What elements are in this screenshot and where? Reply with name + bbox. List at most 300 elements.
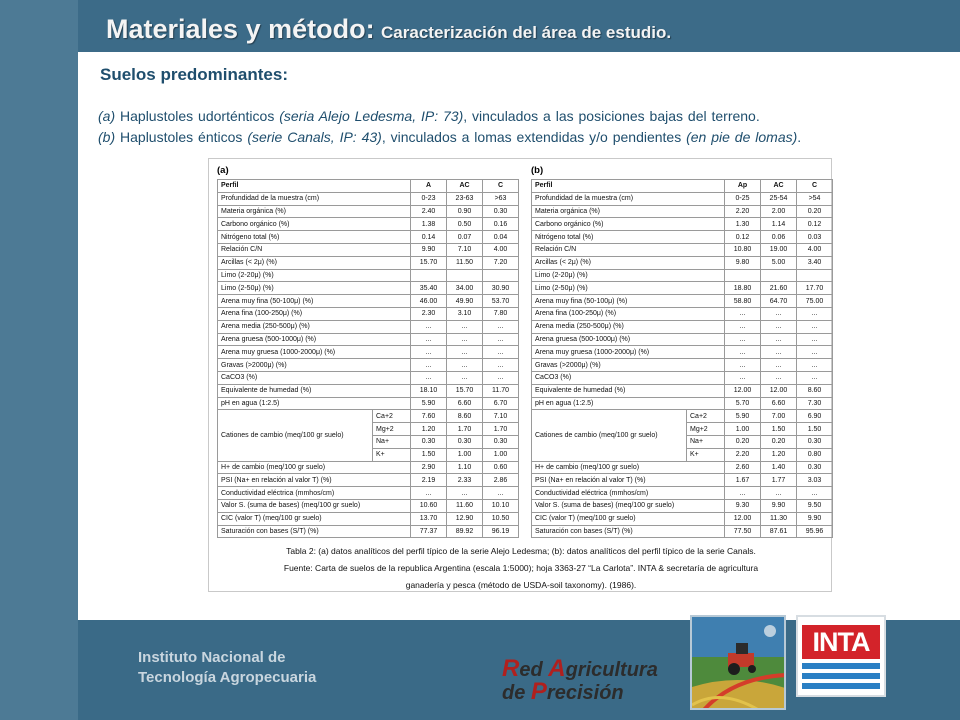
row-label: Valor S. (suma de bases) (meq/100 gr suelo) (218, 499, 411, 512)
value-cell: 12.90 (447, 512, 483, 525)
value-cell: 77.37 (411, 525, 447, 538)
table-row (218, 397, 519, 410)
description-b-end: . (797, 129, 802, 145)
value-cell: 30.90 (483, 282, 519, 295)
value-cell: ... (725, 346, 761, 359)
description-b-text: Haplustoles énticos (115, 129, 248, 145)
value-cell: ... (447, 359, 483, 372)
table-row (532, 205, 833, 218)
value-cell: 46.00 (411, 295, 447, 308)
value-cell: 7.20 (483, 256, 519, 269)
slide-title (106, 14, 671, 45)
value-cell: 9.80 (725, 256, 761, 269)
value-cell: ... (447, 371, 483, 384)
value-cell (725, 269, 761, 282)
value-cell: ... (797, 359, 833, 372)
row-label: CaCO3 (%) (532, 371, 725, 384)
caption-line-1: Tabla 2: (a) datos analíticos del perfil típico de la serie Alejo Ledesma; (b): datos analíticos del perfil típico de la serie Canals. (286, 546, 756, 556)
table-row (218, 205, 519, 218)
value-cell: >54 (797, 192, 833, 205)
table-row (532, 346, 833, 359)
value-cell: 2.60 (725, 461, 761, 474)
table-row (532, 320, 833, 333)
description-b-position: (en pie de lomas) (686, 129, 798, 145)
value-cell: 95.96 (797, 525, 833, 538)
header-cell: C (797, 180, 833, 193)
table-row (218, 218, 519, 231)
row-label: Gravas (>2000μ) (%) (218, 359, 411, 372)
row-label: Arcillas (< 2μ) (%) (532, 256, 725, 269)
value-cell: 0.20 (725, 435, 761, 448)
value-cell: ... (725, 359, 761, 372)
value-cell: 10.60 (411, 499, 447, 512)
value-cell: 34.00 (447, 282, 483, 295)
inta-logo (796, 615, 886, 697)
value-cell: 1.50 (411, 448, 447, 461)
row-label: Limo (2-20μ) (%) (218, 269, 411, 282)
table-row (218, 243, 519, 256)
row-label: Nitrógeno total (%) (218, 231, 411, 244)
tractor-field-photo (690, 615, 786, 710)
table-row (218, 333, 519, 346)
value-cell: ... (411, 359, 447, 372)
value-cell: 2.00 (761, 205, 797, 218)
row-label: Profundidad de la muestra (cm) (532, 192, 725, 205)
value-cell: 1.77 (761, 474, 797, 487)
row-label: Limo (2-50μ) (%) (532, 282, 725, 295)
value-cell: 18.10 (411, 384, 447, 397)
cations-label: Cationes de cambio (meq/100 gr suelo) (218, 410, 373, 461)
value-cell: 0.50 (447, 218, 483, 231)
value-cell: 0.20 (797, 205, 833, 218)
inta-flag-stripes-icon (798, 661, 884, 697)
value-cell: 11.50 (447, 256, 483, 269)
value-cell: 9.90 (797, 512, 833, 525)
value-cell: 1.50 (761, 423, 797, 436)
value-cell: 7.80 (483, 307, 519, 320)
value-cell (447, 269, 483, 282)
table-row (218, 282, 519, 295)
value-cell: 7.10 (447, 243, 483, 256)
value-cell: 1.00 (725, 423, 761, 436)
table-row (218, 371, 519, 384)
value-cell: ... (797, 333, 833, 346)
rap-letter-r: R (502, 655, 520, 682)
row-label: Profundidad de la muestra (cm) (218, 192, 411, 205)
value-cell: 0.30 (483, 435, 519, 448)
table-row (218, 384, 519, 397)
value-cell: 6.70 (483, 397, 519, 410)
value-cell: ... (411, 333, 447, 346)
value-cell: ... (483, 333, 519, 346)
value-cell: 0.20 (761, 435, 797, 448)
table-row (532, 512, 833, 525)
table-a-label: (a) (217, 165, 229, 176)
value-cell: 0.12 (797, 218, 833, 231)
value-cell: ... (797, 487, 833, 500)
table-row (218, 346, 519, 359)
value-cell: 11.60 (447, 499, 483, 512)
value-cell: 9.50 (797, 499, 833, 512)
header-cell: C (483, 180, 519, 193)
value-cell: 35.40 (411, 282, 447, 295)
value-cell: 0.04 (483, 231, 519, 244)
value-cell: 87.61 (761, 525, 797, 538)
row-label: pH en agua (1:2.5) (532, 397, 725, 410)
row-label: PSI (Na+ en relación al valor T) (%) (532, 474, 725, 487)
table-row (532, 333, 833, 346)
value-cell: 2.20 (725, 448, 761, 461)
row-label: CIC (valor T) (meq/100 gr suelo) (218, 512, 411, 525)
value-cell: ... (725, 333, 761, 346)
value-cell: 3.10 (447, 307, 483, 320)
value-cell: 0.30 (447, 435, 483, 448)
value-cell: 4.00 (483, 243, 519, 256)
value-cell: 9.90 (411, 243, 447, 256)
table-row (532, 218, 833, 231)
value-cell: ... (725, 487, 761, 500)
table-b-label: (b) (531, 165, 544, 176)
value-cell: 1.50 (797, 423, 833, 436)
rap-word-recision: recisión (546, 682, 624, 704)
value-cell: ... (411, 487, 447, 500)
value-cell: ... (761, 371, 797, 384)
value-cell: 2.20 (725, 205, 761, 218)
value-cell: >63 (483, 192, 519, 205)
value-cell: 0.30 (797, 461, 833, 474)
institute-name-line-1: Instituto Nacional de (138, 649, 286, 666)
row-label: H+ de cambio (meq/100 gr suelo) (532, 461, 725, 474)
value-cell: 2.86 (483, 474, 519, 487)
value-cell: 1.40 (761, 461, 797, 474)
row-label: Arena fina (100-250μ) (%) (218, 307, 411, 320)
value-cell: ... (483, 346, 519, 359)
value-cell: 96.19 (483, 525, 519, 538)
cation-row (218, 410, 519, 423)
row-label: Carbono orgánico (%) (218, 218, 411, 231)
value-cell (797, 269, 833, 282)
institute-name (138, 648, 316, 688)
value-cell: 53.70 (483, 295, 519, 308)
cation-name: Ca+2 (373, 410, 411, 423)
table-a-container (217, 163, 519, 538)
value-cell: 1.00 (447, 448, 483, 461)
value-cell: 5.90 (411, 397, 447, 410)
value-cell: 6.60 (761, 397, 797, 410)
table-row (218, 499, 519, 512)
row-label: Arena muy fina (50-100μ) (%) (532, 295, 725, 308)
value-cell: 6.60 (447, 397, 483, 410)
value-cell: 7.60 (411, 410, 447, 423)
row-label: CaCO3 (%) (218, 371, 411, 384)
cation-name: Mg+2 (373, 423, 411, 436)
table-row (532, 525, 833, 538)
value-cell: 77.50 (725, 525, 761, 538)
description-b (98, 129, 801, 145)
row-label: CIC (valor T) (meq/100 gr suelo) (532, 512, 725, 525)
table-row (218, 474, 519, 487)
value-cell: 0.14 (411, 231, 447, 244)
value-cell: ... (411, 320, 447, 333)
description-a-series: (seria Alejo Ledesma, IP: 73) (279, 108, 464, 124)
value-cell: ... (411, 346, 447, 359)
value-cell: 0.30 (797, 435, 833, 448)
table-row (218, 269, 519, 282)
header-cell: A (411, 180, 447, 193)
row-label: Arcillas (< 2μ) (%) (218, 256, 411, 269)
table-row (218, 295, 519, 308)
value-cell: 2.30 (411, 307, 447, 320)
description-a (98, 108, 760, 124)
header-cell: AC (761, 180, 797, 193)
row-label: Conductividad eléctrica (mmhos/cm) (532, 487, 725, 500)
value-cell: ... (411, 371, 447, 384)
rap-word-gricultura: gricultura (565, 659, 658, 681)
value-cell: ... (725, 307, 761, 320)
value-cell: 89.92 (447, 525, 483, 538)
slide-title-subtitle: Caracterización del área de estudio. (381, 23, 672, 42)
header-cell: AC (447, 180, 483, 193)
row-label: Valor S. (suma de bases) (meq/100 gr suelo) (532, 499, 725, 512)
table-caption (209, 543, 833, 594)
caption-line-2: Fuente: Carta de suelos de la republica Argentina (escala 1:5000); hoja 3363-27 “La Carlota”. INTA & secretaría de agricultura (283, 563, 759, 573)
value-cell: ... (483, 359, 519, 372)
cation-name: Ca+2 (687, 410, 725, 423)
table-b-container (531, 163, 833, 538)
value-cell: 17.70 (797, 282, 833, 295)
value-cell: ... (761, 333, 797, 346)
description-b-series: (serie Canals, IP: 43) (247, 129, 382, 145)
table-row (218, 461, 519, 474)
value-cell: ... (447, 346, 483, 359)
value-cell: 23-63 (447, 192, 483, 205)
row-label: Nitrógeno total (%) (532, 231, 725, 244)
value-cell: 58.80 (725, 295, 761, 308)
row-label: Carbono orgánico (%) (532, 218, 725, 231)
value-cell: 1.67 (725, 474, 761, 487)
value-cell: ... (447, 487, 483, 500)
cation-name: Na+ (373, 435, 411, 448)
value-cell: 5.00 (761, 256, 797, 269)
value-cell: 10.10 (483, 499, 519, 512)
value-cell (761, 269, 797, 282)
value-cell: 3.40 (797, 256, 833, 269)
description-b-tag: (b) (98, 129, 116, 145)
value-cell: 1.14 (761, 218, 797, 231)
row-label: Materia orgánica (%) (218, 205, 411, 218)
table-row (532, 231, 833, 244)
table-row (532, 461, 833, 474)
value-cell: 64.70 (761, 295, 797, 308)
soil-table-b (531, 179, 833, 538)
value-cell: 6.90 (797, 410, 833, 423)
row-label: Equivalente de humedad (%) (218, 384, 411, 397)
row-label: Materia orgánica (%) (532, 205, 725, 218)
row-label: Arena muy gruesa (1000-2000μ) (%) (532, 346, 725, 359)
row-label: Arena media (250-500μ) (%) (218, 320, 411, 333)
table-row (532, 487, 833, 500)
value-cell: 3.03 (797, 474, 833, 487)
table-row (532, 192, 833, 205)
value-cell: ... (447, 320, 483, 333)
value-cell: 0-25 (725, 192, 761, 205)
cation-name: Mg+2 (687, 423, 725, 436)
table-row (532, 359, 833, 372)
value-cell: ... (797, 320, 833, 333)
table-row (218, 487, 519, 500)
table-row (218, 525, 519, 538)
value-cell: ... (797, 346, 833, 359)
table-row (532, 397, 833, 410)
value-cell: 9.90 (761, 499, 797, 512)
caption-line-3: ganadería y pesca (método de USDA-soil taxonomy). (1986). (405, 580, 637, 590)
value-cell: 2.40 (411, 205, 447, 218)
table-row (218, 307, 519, 320)
value-cell: ... (761, 487, 797, 500)
table-row (218, 320, 519, 333)
value-cell: 49.90 (447, 295, 483, 308)
value-cell: 12.00 (725, 512, 761, 525)
value-cell: 5.70 (725, 397, 761, 410)
row-label: pH en agua (1:2.5) (218, 397, 411, 410)
description-b-detail: , vinculados a lomas extendidas y/o pendientes (381, 129, 687, 145)
value-cell: 0.07 (447, 231, 483, 244)
table-row (532, 256, 833, 269)
institute-name-line-2: Tecnología Agropecuaria (138, 669, 317, 686)
value-cell: 15.70 (411, 256, 447, 269)
value-cell: 8.60 (447, 410, 483, 423)
row-label: Saturación con bases (S/T) (%) (532, 525, 725, 538)
value-cell: 7.30 (797, 397, 833, 410)
row-label: Arena muy fina (50-100μ) (%) (218, 295, 411, 308)
table-row (532, 243, 833, 256)
table-row (532, 474, 833, 487)
value-cell: 13.70 (411, 512, 447, 525)
table-row (218, 512, 519, 525)
header-cell: Perfil (218, 180, 411, 193)
value-cell: 0.80 (797, 448, 833, 461)
cation-row (532, 410, 833, 423)
row-label: Gravas (>2000μ) (%) (532, 359, 725, 372)
value-cell: 1.30 (725, 218, 761, 231)
table-row (218, 192, 519, 205)
value-cell: 0.16 (483, 218, 519, 231)
value-cell: ... (447, 333, 483, 346)
table-row (532, 307, 833, 320)
table-row (218, 359, 519, 372)
table-row (218, 256, 519, 269)
row-label: Saturación con bases (S/T) (%) (218, 525, 411, 538)
value-cell: 7.10 (483, 410, 519, 423)
header-cell: Ap (725, 180, 761, 193)
soil-table-a (217, 179, 519, 538)
value-cell: 15.70 (447, 384, 483, 397)
value-cell: 12.00 (725, 384, 761, 397)
value-cell: 0.03 (797, 231, 833, 244)
value-cell: ... (483, 487, 519, 500)
value-cell: ... (797, 371, 833, 384)
rap-word-ed: ed (519, 659, 549, 681)
value-cell: 10.50 (483, 512, 519, 525)
value-cell: 0.30 (483, 205, 519, 218)
value-cell: ... (483, 371, 519, 384)
row-label: Limo (2-50μ) (%) (218, 282, 411, 295)
table-row (532, 295, 833, 308)
value-cell: 21.60 (761, 282, 797, 295)
value-cell: 8.60 (797, 384, 833, 397)
inta-logo-text: INTA (802, 625, 880, 659)
row-label: Arena muy gruesa (1000-2000μ) (%) (218, 346, 411, 359)
rap-word-de: de (502, 682, 531, 704)
row-label: Conductividad eléctrica (mmhos/cm) (218, 487, 411, 500)
value-cell: ... (725, 371, 761, 384)
cation-name: Na+ (687, 435, 725, 448)
value-cell: ... (483, 320, 519, 333)
value-cell: 2.90 (411, 461, 447, 474)
value-cell: ... (725, 320, 761, 333)
value-cell: ... (761, 359, 797, 372)
cation-name: K+ (687, 448, 725, 461)
value-cell: ... (761, 346, 797, 359)
value-cell: 1.70 (447, 423, 483, 436)
row-label: Arena fina (100-250μ) (%) (532, 307, 725, 320)
table-row (218, 231, 519, 244)
value-cell: 9.30 (725, 499, 761, 512)
section-heading: Suelos predominantes: (100, 65, 288, 84)
value-cell: 0.90 (447, 205, 483, 218)
table-row (532, 384, 833, 397)
value-cell: 1.20 (411, 423, 447, 436)
table-header-row (218, 180, 519, 193)
value-cell: 10.80 (725, 243, 761, 256)
value-cell: 18.80 (725, 282, 761, 295)
value-cell: 0.06 (761, 231, 797, 244)
value-cell: 2.33 (447, 474, 483, 487)
description-a-tag: (a) (98, 108, 116, 124)
table-row (532, 499, 833, 512)
value-cell: 5.90 (725, 410, 761, 423)
value-cell: ... (797, 307, 833, 320)
value-cell: 1.38 (411, 218, 447, 231)
value-cell: ... (761, 320, 797, 333)
value-cell: 75.00 (797, 295, 833, 308)
row-label: Relación C/N (532, 243, 725, 256)
description-a-text: Haplustoles udorténticos (115, 108, 280, 124)
table-row (532, 371, 833, 384)
tractor-field-image (692, 617, 786, 710)
value-cell: 4.00 (797, 243, 833, 256)
value-cell (483, 269, 519, 282)
cation-name: K+ (373, 448, 411, 461)
value-cell: 0-23 (411, 192, 447, 205)
value-cell: 11.70 (483, 384, 519, 397)
value-cell (411, 269, 447, 282)
row-label: Arena media (250-500μ) (%) (532, 320, 725, 333)
rap-letter-a: A (548, 655, 566, 682)
row-label: Equivalente de humedad (%) (532, 384, 725, 397)
value-cell: 1.70 (483, 423, 519, 436)
table-row (532, 269, 833, 282)
value-cell: 19.00 (761, 243, 797, 256)
rap-letter-p: P (530, 678, 547, 705)
left-decorative-band (0, 0, 78, 720)
value-cell: 0.60 (483, 461, 519, 474)
soil-tables-figure (208, 158, 832, 592)
value-cell: 1.00 (483, 448, 519, 461)
value-cell: 7.00 (761, 410, 797, 423)
value-cell: 0.30 (411, 435, 447, 448)
row-label: Relación C/N (218, 243, 411, 256)
